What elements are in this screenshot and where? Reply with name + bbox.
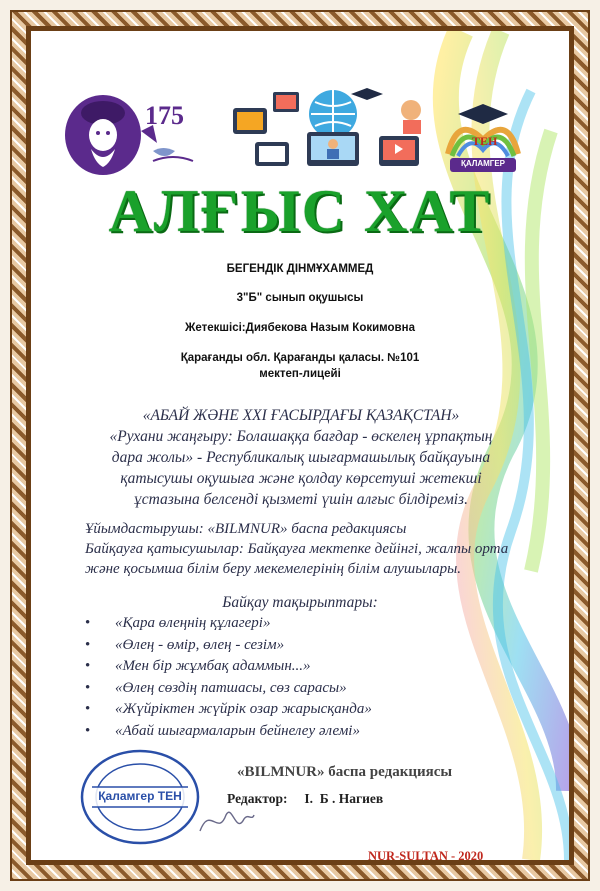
official-stamp bbox=[78, 747, 208, 852]
publisher-name: «BILMNUR» баспа редакциясы bbox=[237, 764, 453, 780]
topics-list bbox=[85, 613, 372, 742]
online-learning-illustration bbox=[229, 86, 429, 181]
topic-text: «Өлең сөздің патшасы, сөз сарасы» bbox=[115, 679, 347, 696]
bullet-icon: • bbox=[85, 658, 91, 674]
stamp-center-text: Қаламгер ТЕН bbox=[98, 789, 182, 803]
competition-description bbox=[71, 405, 531, 510]
participants-line: және қосымша білім беру мекемелерінің білім алушылары. bbox=[85, 561, 462, 577]
badge-175: 175 bbox=[145, 101, 184, 130]
competition-line: «Рухани жаңғыру: Болашаққа бағдар - өскелең ұрпақтың bbox=[109, 428, 493, 445]
topic-text: «Абай шығармаларын бейнелеу әлемі» bbox=[115, 722, 360, 739]
competition-line: «АБАЙ ЖӘНЕ XXI ҒАСЫРДАҒЫ ҚАЗАҚСТАН» bbox=[142, 407, 460, 424]
editor-line: Редактор: І. Б . Нагиев bbox=[227, 791, 384, 806]
recipient-class: 3"Б" сынып оқушысы bbox=[236, 292, 364, 304]
organizer-line: Ұйымдастырушы: «BILMNUR» баспа редакциясы bbox=[85, 521, 407, 537]
organizer-block bbox=[85, 519, 555, 579]
school-line-1: Қарағанды обл. Қарағанды қаласы. №101 bbox=[180, 352, 420, 364]
kalamger-logo-text: ТЕН bbox=[472, 134, 498, 148]
editor-signature bbox=[196, 801, 256, 846]
supervisor-name: Жетекшісі:Диябекова Назым Кокимовна bbox=[185, 322, 415, 334]
certificate-title: АЛҒЫС ХАТ bbox=[108, 178, 492, 244]
competition-line: қатысушы оқушыға және қолдау көрсетуші жетекші bbox=[120, 470, 482, 487]
bullet-icon: • bbox=[85, 722, 91, 739]
bullet-icon: • bbox=[85, 701, 91, 717]
kalamger-logo-ribbon: ҚАЛАМГЕР bbox=[460, 159, 506, 168]
competition-line: ұстазына белсенді қызметі үшін алғыс білдіреміз. bbox=[134, 491, 468, 508]
topic-text: «Мен бір жұмбақ адаммын...» bbox=[115, 658, 311, 674]
abai-175-logo bbox=[61, 91, 221, 186]
topics-title: Байқау тақырыптары: bbox=[222, 594, 378, 611]
city-year: NUR-SULTAN - 2020 bbox=[368, 849, 484, 860]
recipient-name: БЕГЕНДІК ДІНМҰХАММЕД bbox=[226, 263, 374, 275]
list-item bbox=[85, 656, 372, 678]
bullet-icon: • bbox=[85, 615, 91, 631]
participants-line: Байқауға қатысушылар: Байқауға мектепке дейінгі, жалпы орта bbox=[85, 541, 509, 557]
certificate-paper bbox=[31, 31, 569, 860]
competition-line: дара жолы» - Республикалық шығармашылық байқауына bbox=[111, 449, 491, 466]
bullet-icon: • bbox=[85, 679, 91, 696]
kalamger-ten-logo bbox=[438, 94, 528, 189]
topic-text: «Жүйріктен жүйрік озар жарысқанда» bbox=[115, 701, 372, 717]
list-item bbox=[85, 678, 372, 700]
list-item bbox=[85, 721, 372, 743]
list-item bbox=[85, 699, 372, 721]
topic-text: «Қара өлеңнің құлагері» bbox=[115, 615, 271, 631]
school-line-2: мектеп-лицейі bbox=[259, 368, 341, 380]
list-item bbox=[85, 613, 372, 635]
list-item bbox=[85, 635, 372, 657]
topic-text: «Өлең - өмір, өлең - сезім» bbox=[115, 636, 285, 653]
bullet-icon: • bbox=[85, 636, 91, 653]
